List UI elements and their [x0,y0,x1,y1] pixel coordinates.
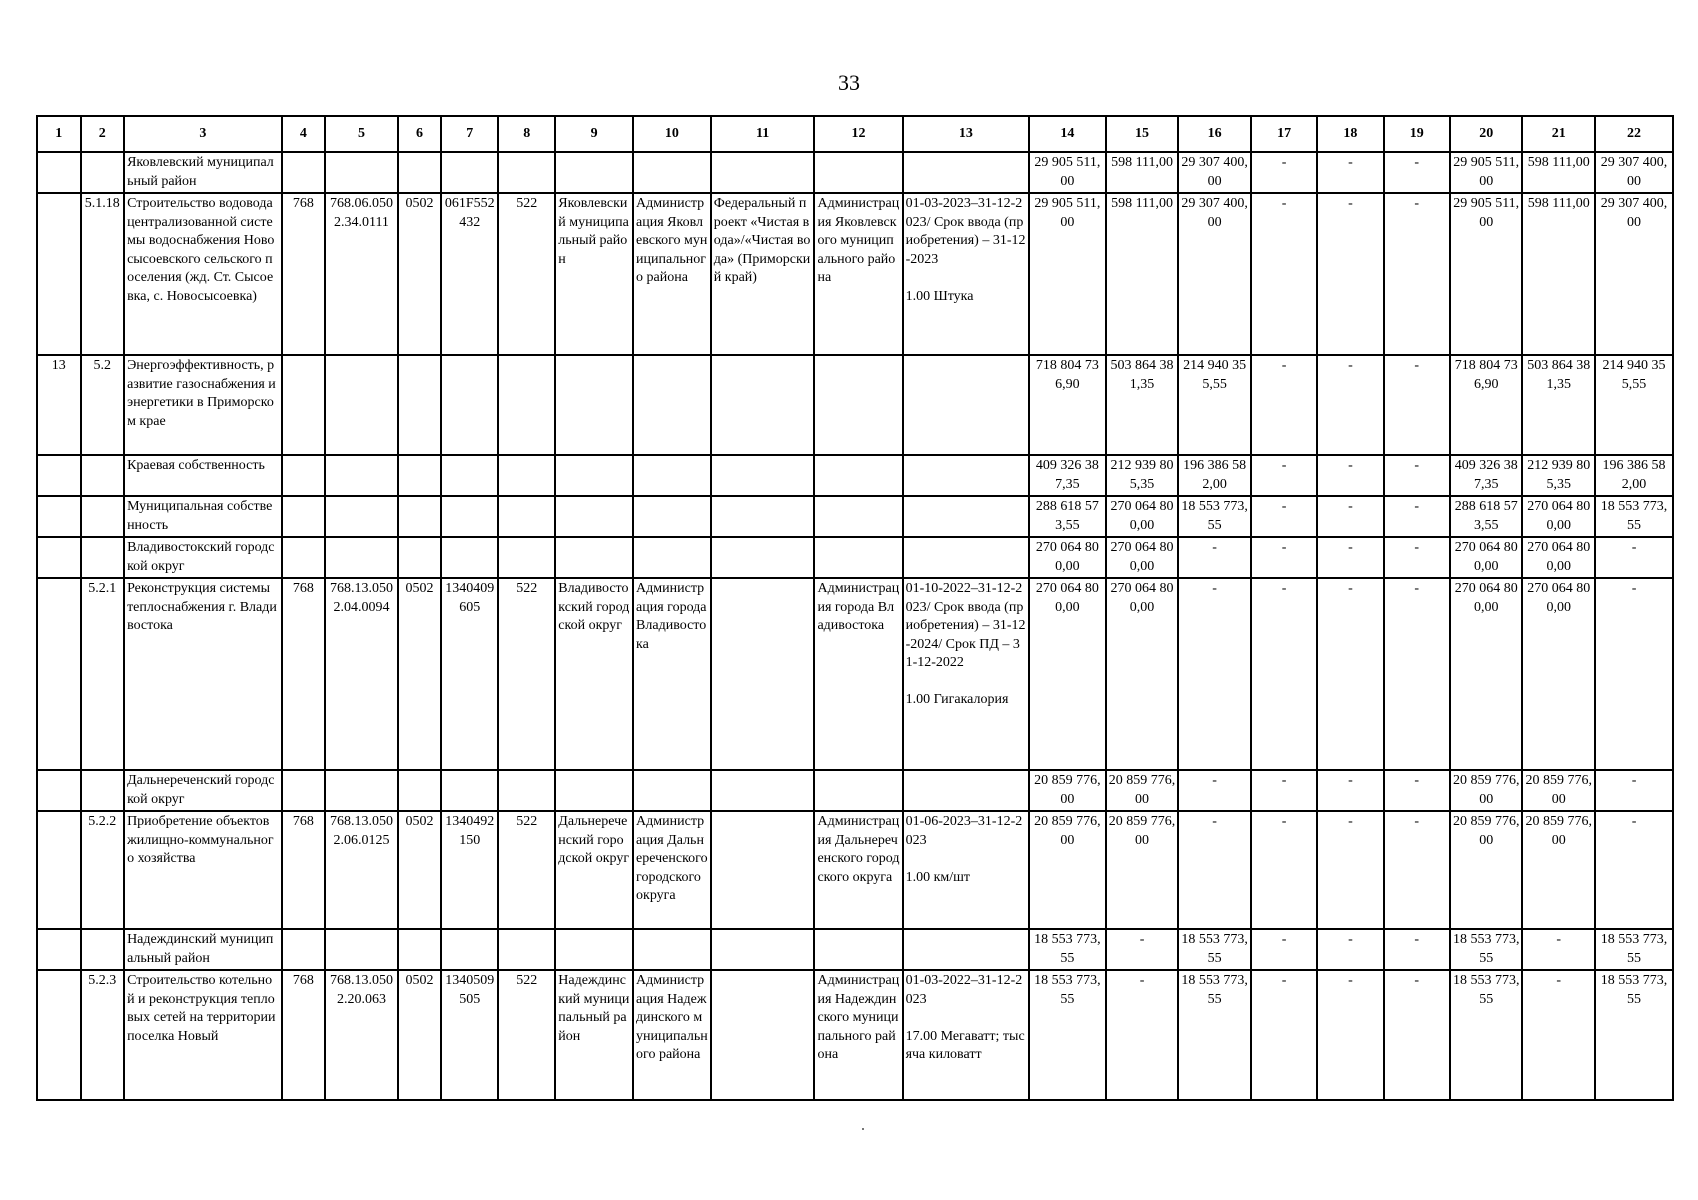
table-cell: 20 859 776,00 [1106,811,1179,929]
table-cell [37,578,81,770]
table-cell: 212 939 805,35 [1106,455,1179,496]
table-cell: Администрация Яковлевского муниципального района [814,193,902,355]
table-cell [555,355,633,455]
table-cell: 18 553 773,55 [1178,929,1251,970]
table-cell [711,496,815,537]
table-cell [498,455,555,496]
table-cell [398,152,442,193]
table-cell: 768.13.0502.04.0094 [325,578,398,770]
table-cell [555,929,633,970]
table-cell: Федеральный проект «Чистая вода»/«Чистая вода» (Приморский край) [711,193,815,355]
table-cell: 20 859 776,00 [1029,811,1106,929]
table-cell [282,770,326,811]
table-cell: - [1106,970,1179,1100]
table-cell [325,152,398,193]
column-header: 20 [1450,116,1523,152]
table-cell: 768.06.0502.34.0111 [325,193,398,355]
table-cell: - [1106,929,1179,970]
table-cell [711,578,815,770]
table-cell [398,455,442,496]
table-cell: 0502 [398,811,442,929]
table-cell: - [1522,970,1595,1100]
table-cell: 270 064 800,00 [1106,578,1179,770]
table-cell [282,929,326,970]
table-cell [903,455,1029,496]
table-cell: 270 064 800,00 [1106,537,1179,578]
table-cell: 288 618 573,55 [1029,496,1106,537]
table-cell: - [1595,770,1673,811]
table-cell: 13 [37,355,81,455]
column-header: 12 [814,116,902,152]
table-cell: 409 326 387,35 [1450,455,1523,496]
table-cell: - [1384,193,1450,355]
header-row [37,116,1673,152]
table-cell [555,455,633,496]
table-cell: 0502 [398,970,442,1100]
table-cell: 270 064 800,00 [1450,537,1523,578]
table-cell: 270 064 800,00 [1522,537,1595,578]
table-cell: Яковлевский муниципальный район [555,193,633,355]
table-cell: 29 307 400,00 [1595,152,1673,193]
table-cell: 01-03-2022–31-12-2023 17.00 Мегаватт; тысяча киловатт [903,970,1029,1100]
table-cell: - [1384,929,1450,970]
table-cell: 522 [498,811,555,929]
table-cell: Администрация Яковлевского муниципального района [633,193,711,355]
table-cell [814,770,902,811]
table-cell [441,496,498,537]
table-cell [633,152,711,193]
table-cell: - [1384,770,1450,811]
table-cell [903,929,1029,970]
table-cell [498,770,555,811]
table-cell [81,152,125,193]
table-cell: Надеждинский муниципальный район [124,929,282,970]
table-cell [498,496,555,537]
table-cell [711,929,815,970]
table-cell [711,537,815,578]
table-cell [498,537,555,578]
table-cell: 718 804 736,90 [1029,355,1106,455]
table-cell: Строительство водовода централизованной системы водоснабжения Новосысоевского сельского поселения (жд. Ст. Сысоевка, с. Новосысоевка) [124,193,282,355]
table-cell [711,970,815,1100]
table-cell [282,455,326,496]
table-cell [711,455,815,496]
table-cell: Яковлевский муниципальный район [124,152,282,193]
column-header: 15 [1106,116,1179,152]
table-cell: 598 111,00 [1106,193,1179,355]
table-cell [633,496,711,537]
table-cell [498,152,555,193]
table-cell: 214 940 355,55 [1178,355,1251,455]
table-cell: 20 859 776,00 [1106,770,1179,811]
table-cell [633,537,711,578]
table-cell: 01-06-2023–31-12-2023 1.00 км/шт [903,811,1029,929]
table-cell: Администрация Надеждинского муниципального района [814,970,902,1100]
table-cell [441,537,498,578]
table-cell [37,537,81,578]
table-cell: 522 [498,578,555,770]
table-cell: 20 859 776,00 [1522,770,1595,811]
table-cell [325,496,398,537]
table-cell [711,152,815,193]
table-cell: Приобретение объектов жилищно-коммунального хозяйства [124,811,282,929]
table-cell [903,496,1029,537]
table-cell [441,929,498,970]
table-cell: Дальнереченский городской округ [555,811,633,929]
table-cell: - [1178,770,1251,811]
table-cell: - [1595,811,1673,929]
table-cell: 29 905 511,00 [1450,152,1523,193]
table-cell: - [1317,811,1383,929]
table-row [37,770,1673,811]
table-cell: - [1384,811,1450,929]
table-cell [81,929,125,970]
table-cell: 061F552432 [441,193,498,355]
table-cell: 270 064 800,00 [1106,496,1179,537]
table-cell: - [1317,193,1383,355]
table-cell: Энергоэффективность, развитие газоснабжения и энергетики в Приморском крае [124,355,282,455]
table-cell: 768.13.0502.20.063 [325,970,398,1100]
table-cell [37,970,81,1100]
table-cell [398,537,442,578]
table-cell [814,929,902,970]
column-header: 9 [555,116,633,152]
table-cell: - [1251,355,1317,455]
table-cell [37,193,81,355]
column-header: 22 [1595,116,1673,152]
table-cell: 768 [282,193,326,355]
table-cell [398,496,442,537]
table-cell: 503 864 381,35 [1106,355,1179,455]
table-cell: 270 064 800,00 [1029,537,1106,578]
table-cell: 20 859 776,00 [1450,770,1523,811]
column-header: 11 [711,116,815,152]
table-cell: 212 939 805,35 [1522,455,1595,496]
table-cell: 01-10-2022–31-12-2023/ Срок ввода (приобретения) – 31-12-2024/ Срок ПД – 31-12-2022 1.00 Гигакалория [903,578,1029,770]
table-cell [555,496,633,537]
scan-speck [862,1128,864,1130]
table-cell: 18 553 773,55 [1595,929,1673,970]
column-header: 3 [124,116,282,152]
table-cell [37,152,81,193]
table-cell: - [1522,929,1595,970]
table-cell [282,355,326,455]
table-cell [37,811,81,929]
table-cell: - [1251,578,1317,770]
table-cell: 01-03-2023–31-12-2023/ Срок ввода (приобретения) – 31-12-2023 1.00 Штука [903,193,1029,355]
table-cell: 270 064 800,00 [1522,496,1595,537]
table-cell: 768 [282,970,326,1100]
table-cell [903,537,1029,578]
column-header: 21 [1522,116,1595,152]
table-cell: Администрация Дальнереченского городского округа [633,811,711,929]
table-cell [555,537,633,578]
table-cell: 5.1.18 [81,193,125,355]
table-cell: - [1384,152,1450,193]
table-cell: - [1595,578,1673,770]
table-row [37,496,1673,537]
table-cell: - [1384,496,1450,537]
table-cell: 522 [498,970,555,1100]
table-cell: 196 386 582,00 [1178,455,1251,496]
table-row [37,970,1673,1100]
table-cell: - [1384,537,1450,578]
table-cell [814,455,902,496]
table-cell [633,929,711,970]
table-row [37,929,1673,970]
table-cell: 196 386 582,00 [1595,455,1673,496]
table-cell: 5.2.3 [81,970,125,1100]
table-cell: Реконструкция системы теплоснабжения г. Владивостока [124,578,282,770]
table-cell: 409 326 387,35 [1029,455,1106,496]
table-cell: 18 553 773,55 [1029,970,1106,1100]
column-header: 14 [1029,116,1106,152]
table-cell [441,455,498,496]
table-cell: 522 [498,193,555,355]
table-cell [325,355,398,455]
table-cell: 0502 [398,193,442,355]
table-cell [282,496,326,537]
column-header: 19 [1384,116,1450,152]
table-cell: 718 804 736,90 [1450,355,1523,455]
table-cell: - [1178,811,1251,929]
table-cell: - [1317,152,1383,193]
table-cell [903,355,1029,455]
table-cell [441,152,498,193]
table-cell: Дальнереченский городской округ [124,770,282,811]
table-cell: 29 905 511,00 [1450,193,1523,355]
table-cell [37,496,81,537]
table-cell: - [1251,496,1317,537]
table-cell [711,355,815,455]
table-cell [633,355,711,455]
table-row [37,578,1673,770]
table-cell: 29 307 400,00 [1178,152,1251,193]
table-cell: 598 111,00 [1522,193,1595,355]
table-cell [441,770,498,811]
table-cell: 5.2.2 [81,811,125,929]
table-cell [325,929,398,970]
table-cell: - [1317,496,1383,537]
table-cell [81,770,125,811]
table-cell [498,929,555,970]
table-cell: Администрация Надеждинского муниципального района [633,970,711,1100]
table-cell: - [1251,811,1317,929]
table-cell: - [1251,152,1317,193]
table-cell [711,770,815,811]
table-cell [814,152,902,193]
column-header: 18 [1317,116,1383,152]
table-cell [903,152,1029,193]
table-cell: 29 307 400,00 [1178,193,1251,355]
table-cell: - [1384,455,1450,496]
table-cell [555,152,633,193]
table-cell: 29 905 511,00 [1029,152,1106,193]
table-cell: - [1251,970,1317,1100]
table-cell: 0502 [398,578,442,770]
table-cell: 214 940 355,55 [1595,355,1673,455]
table-cell [633,770,711,811]
table-cell [555,770,633,811]
table-cell [814,355,902,455]
table-cell: 5.2.1 [81,578,125,770]
table-cell [325,537,398,578]
table-cell [325,455,398,496]
table-cell: 20 859 776,00 [1029,770,1106,811]
table-cell: 18 553 773,55 [1450,970,1523,1100]
column-header: 2 [81,116,125,152]
table-row [37,537,1673,578]
table-cell: 768 [282,811,326,929]
table-cell: 18 553 773,55 [1450,929,1523,970]
column-header: 1 [37,116,81,152]
table-cell [37,770,81,811]
column-header: 10 [633,116,711,152]
table-cell: Строительство котельной и реконструкция тепловых сетей на территории поселка Новый [124,970,282,1100]
table-cell: 18 553 773,55 [1595,496,1673,537]
table-cell [81,537,125,578]
table-cell: 18 553 773,55 [1178,970,1251,1100]
table-cell [441,355,498,455]
table-cell: 5.2 [81,355,125,455]
table-cell: 270 064 800,00 [1450,578,1523,770]
table-cell: Владивостокский городской округ [555,578,633,770]
table-body [37,116,1673,1100]
table-cell [398,770,442,811]
table-cell: 598 111,00 [1522,152,1595,193]
column-header: 8 [498,116,555,152]
table-cell: Краевая собственность [124,455,282,496]
column-header: 7 [441,116,498,152]
table-cell: - [1317,537,1383,578]
table-cell: Муниципальная собственность [124,496,282,537]
table-cell: 288 618 573,55 [1450,496,1523,537]
table-cell [633,455,711,496]
table-cell: 29 307 400,00 [1595,193,1673,355]
table-cell [81,496,125,537]
table-cell [282,537,326,578]
table-cell [81,455,125,496]
table-cell: - [1384,970,1450,1100]
table-cell: - [1384,578,1450,770]
table-cell: 768.13.0502.06.0125 [325,811,398,929]
table-cell: - [1317,578,1383,770]
table-cell: - [1251,455,1317,496]
table-cell: - [1317,970,1383,1100]
table-cell: Администрация города Владивостока [814,578,902,770]
table-cell [37,455,81,496]
table-cell: - [1384,355,1450,455]
table-cell: Владивостокский городской округ [124,537,282,578]
table-cell: 503 864 381,35 [1522,355,1595,455]
column-header: 13 [903,116,1029,152]
table-cell: - [1317,770,1383,811]
table-cell [398,929,442,970]
table-cell: - [1595,537,1673,578]
table-cell: 270 064 800,00 [1522,578,1595,770]
table-cell [814,537,902,578]
table-cell: - [1178,537,1251,578]
table-cell: 20 859 776,00 [1450,811,1523,929]
table-cell: Администрация города Владивостока [633,578,711,770]
table-cell: 18 553 773,55 [1029,929,1106,970]
table-row [37,355,1673,455]
table-cell: 768 [282,578,326,770]
page-number: 33 [838,70,860,95]
table-row [37,193,1673,355]
table-cell: - [1317,929,1383,970]
table-cell [814,496,902,537]
table-cell: - [1251,770,1317,811]
table-row [37,152,1673,193]
table-cell: 270 064 800,00 [1029,578,1106,770]
table-cell: Администрация Дальнереченского городского округа [814,811,902,929]
table-cell: - [1178,578,1251,770]
column-header: 6 [398,116,442,152]
table-cell: 18 553 773,55 [1178,496,1251,537]
table-cell: 29 905 511,00 [1029,193,1106,355]
table-cell: - [1251,193,1317,355]
column-header: 5 [325,116,398,152]
table-cell: - [1251,537,1317,578]
table-cell [282,152,326,193]
table-row [37,811,1673,929]
table-cell [398,355,442,455]
column-header: 17 [1251,116,1317,152]
table-cell: 20 859 776,00 [1522,811,1595,929]
table-cell: - [1317,455,1383,496]
table-cell: Надеждинский муниципальный район [555,970,633,1100]
table-cell [711,811,815,929]
table-row [37,455,1673,496]
table-cell [903,770,1029,811]
table-cell: 1340492150 [441,811,498,929]
table-cell: - [1317,355,1383,455]
column-header: 16 [1178,116,1251,152]
table-cell: - [1251,929,1317,970]
table-cell: 18 553 773,55 [1595,970,1673,1100]
table-cell [37,929,81,970]
column-header: 4 [282,116,326,152]
table-cell [325,770,398,811]
table-cell [498,355,555,455]
table-cell: 1340509505 [441,970,498,1100]
budget-table [36,115,1674,1101]
table-cell: 598 111,00 [1106,152,1179,193]
table-cell: 1340409605 [441,578,498,770]
